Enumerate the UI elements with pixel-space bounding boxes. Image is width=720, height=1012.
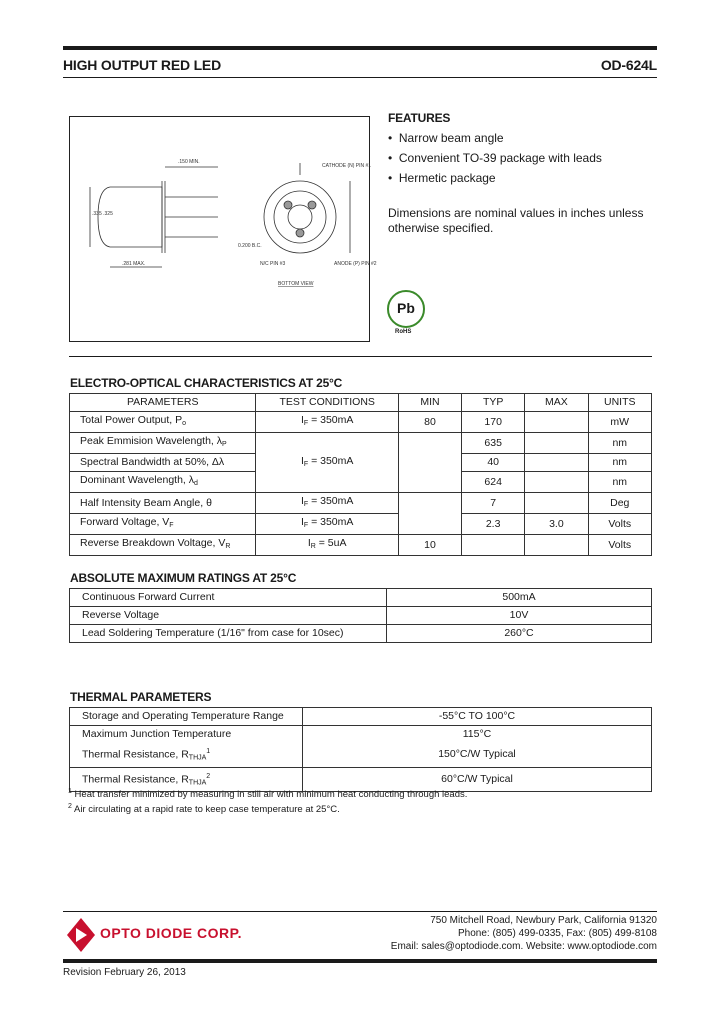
units-cell: Deg — [588, 493, 652, 514]
value-cell: 150°C/W Typical — [303, 743, 652, 767]
feature-item: • Convenient TO-39 package with leads — [388, 151, 602, 165]
dim-cathode-label: CATHODE (N) PIN #1 — [322, 163, 372, 169]
page-title: HIGH OUTPUT RED LED — [63, 57, 221, 73]
footnote-mark: 2 — [68, 803, 72, 810]
cond-value: = 350mA — [308, 454, 354, 467]
units-cell: Volts — [588, 535, 652, 556]
company-name: OPTO DIODE CORP. — [100, 925, 243, 941]
max-cell — [525, 535, 588, 556]
param-sub: d — [194, 480, 198, 487]
table-row — [70, 625, 652, 643]
header-cell: MIN — [398, 394, 461, 412]
dim-bottom-label: .281 MAX. — [122, 261, 146, 267]
min-cell: 80 — [398, 412, 461, 433]
value-cell: -55°C TO 100°C — [303, 708, 652, 726]
min-cell — [398, 433, 461, 493]
table-row — [70, 535, 652, 556]
cond-value: = 350mA — [308, 495, 354, 507]
param-sub: F — [169, 522, 174, 529]
max-cell: 3.0 — [525, 514, 588, 535]
cond-sub: R — [310, 543, 316, 550]
param-text: Dominant Wavelength, λ — [80, 474, 194, 486]
eo-table — [69, 393, 652, 556]
eo-title: ELECTRO-OPTICAL CHARACTERISTICS AT 25°C — [70, 376, 343, 390]
footer-rule — [63, 911, 657, 912]
param-sup: 1 — [206, 748, 211, 755]
section-rule — [69, 356, 652, 357]
revision-date: Revision February 26, 2013 — [63, 967, 186, 978]
param-cell: Continuous Forward Current — [70, 589, 387, 607]
param-sub: THJA — [188, 779, 207, 786]
top-rule — [63, 46, 657, 50]
dim-bc-label: 0.200 B.C. — [238, 243, 262, 249]
param-sub: R — [225, 543, 231, 550]
header-rule — [63, 77, 657, 78]
header-cell: PARAMETERS — [70, 394, 256, 412]
table-row — [70, 514, 652, 535]
features-title: FEATURES — [388, 111, 451, 125]
typ-cell: 2.3 — [462, 514, 525, 535]
feature-text: Hermetic package — [398, 171, 496, 185]
max-cell — [525, 472, 588, 493]
rohs-pb-icon — [387, 290, 425, 328]
cond-text: I — [300, 516, 304, 528]
table-row — [70, 726, 652, 744]
table-row — [70, 493, 652, 514]
cond-sub: F — [303, 460, 309, 468]
footnote-mark: 1 — [68, 788, 72, 795]
rohs-symbol: Pb — [397, 300, 415, 316]
header-cell: MAX — [525, 394, 588, 412]
param-text: Forward Voltage, V — [80, 516, 170, 528]
bottom-rule — [63, 959, 657, 963]
max-cell — [525, 412, 588, 433]
dim-anode-label: ANODE (P) PIN #2 — [334, 261, 377, 267]
param-sub: THJA — [188, 754, 207, 762]
feature-text: Narrow beam angle — [398, 131, 504, 145]
param-cell: Reverse Voltage — [70, 607, 387, 625]
cond-text: I — [300, 414, 304, 426]
param-text: Half Intensity Beam Angle, θ — [80, 496, 212, 509]
company-contact: Email: sales@optodiode.com. Website: www.optodiode.com — [390, 941, 657, 952]
footnote-text: Air circulating at a rapid rate to keep case temperature at 25°C. — [74, 804, 340, 816]
param-cell: Lead Soldering Temperature (1/16" from case for 10sec) — [70, 625, 387, 643]
header-cell: TEST CONDITIONS — [256, 394, 398, 412]
typ-cell: 170 — [462, 412, 525, 433]
param-cell: Maximum Junction Temperature — [70, 726, 303, 744]
param-text: Spectral Bandwidth at 50%, Δλ — [80, 456, 225, 468]
cond-text: I — [300, 454, 304, 467]
units-cell: nm — [588, 454, 652, 472]
merged-cond-cell — [256, 433, 398, 493]
header-cell: TYP — [462, 394, 525, 412]
footnote-text: Heat transfer minimized by measuring in still air with minimum heat conducting through leads. — [74, 789, 468, 801]
thermal-table — [69, 707, 652, 792]
bottom-view-label: BOTTOM VIEW — [278, 281, 314, 287]
company-logo-icon — [66, 917, 96, 953]
table-row — [70, 743, 652, 767]
min-cell: 10 — [398, 535, 461, 556]
cond-value: = 350mA — [308, 414, 354, 426]
features-note: Dimensions are nominal values in inches unless otherwise specified. — [388, 206, 644, 235]
max-cell — [525, 493, 588, 514]
table-row — [70, 708, 652, 726]
units-cell: Volts — [588, 514, 652, 535]
units-cell: nm — [588, 472, 652, 493]
typ-cell: 624 — [462, 472, 525, 493]
param-text: Thermal Resistance, R — [82, 748, 189, 761]
rohs-label: RoHS — [395, 329, 412, 335]
cond-sub: F — [303, 501, 309, 508]
header-cell: UNITS — [588, 394, 652, 412]
value-cell: 60°C/W Typical — [303, 767, 652, 792]
cond-value: = 5uA — [315, 537, 347, 549]
amr-table — [69, 588, 652, 643]
table-row — [70, 607, 652, 625]
param-cell: Storage and Operating Temperature Range — [70, 708, 303, 726]
param-sub: P — [222, 441, 227, 448]
value-cell: 115°C — [303, 726, 652, 744]
table-row — [70, 412, 652, 433]
typ-cell: 40 — [462, 454, 525, 472]
amr-title: ABSOLUTE MAXIMUM RATINGS AT 25°C — [70, 571, 297, 585]
thermal-title: THERMAL PARAMETERS — [70, 690, 212, 704]
value-cell: 10V — [387, 607, 652, 625]
cond-sub: F — [303, 522, 309, 529]
cond-sub: F — [303, 420, 309, 427]
param-text: Reverse Breakdown Voltage, V — [80, 537, 226, 549]
dim-nc-label: N/C PIN #3 — [260, 261, 286, 267]
value-cell: 260°C — [387, 625, 652, 643]
part-number: OD-624L — [600, 57, 657, 73]
value-cell: 500mA — [387, 589, 652, 607]
feature-text: Convenient TO-39 package with leads — [398, 151, 602, 165]
min-cell — [398, 493, 461, 535]
param-sup: 2 — [206, 772, 211, 780]
company-phone: Phone: (805) 499-0335, Fax: (805) 499-8108 — [457, 928, 657, 939]
max-cell — [525, 454, 588, 472]
feature-item: • Narrow beam angle — [388, 131, 504, 145]
param-text: Thermal Resistance, R — [82, 773, 189, 785]
typ-cell: 7 — [462, 493, 525, 514]
table-row — [70, 589, 652, 607]
footnote — [68, 803, 340, 815]
table-header-row — [70, 394, 652, 412]
max-cell — [525, 433, 588, 454]
units-cell: mW — [588, 412, 652, 433]
footnote — [68, 788, 467, 800]
package-drawing-svg — [70, 117, 377, 341]
typ-cell — [462, 535, 525, 556]
cond-value: = 350mA — [308, 516, 354, 528]
dim-left-label: .335 .325 — [92, 211, 113, 217]
dimension-drawing — [69, 116, 377, 342]
cond-text: I — [300, 495, 304, 507]
company-address: 750 Mitchell Road, Newbury Park, California 91320 — [430, 915, 657, 926]
units-cell: nm — [588, 433, 652, 454]
cond-text: I — [307, 537, 311, 549]
dim-top-label: .150 MIN. — [178, 159, 200, 165]
table-row — [70, 433, 652, 454]
param-sub: o — [182, 420, 187, 427]
param-text: Peak Emmision Wavelength, λ — [80, 435, 223, 447]
param-text: Total Power Output, P — [80, 414, 183, 426]
feature-item: • Hermetic package — [388, 171, 496, 185]
typ-cell: 635 — [462, 433, 525, 454]
